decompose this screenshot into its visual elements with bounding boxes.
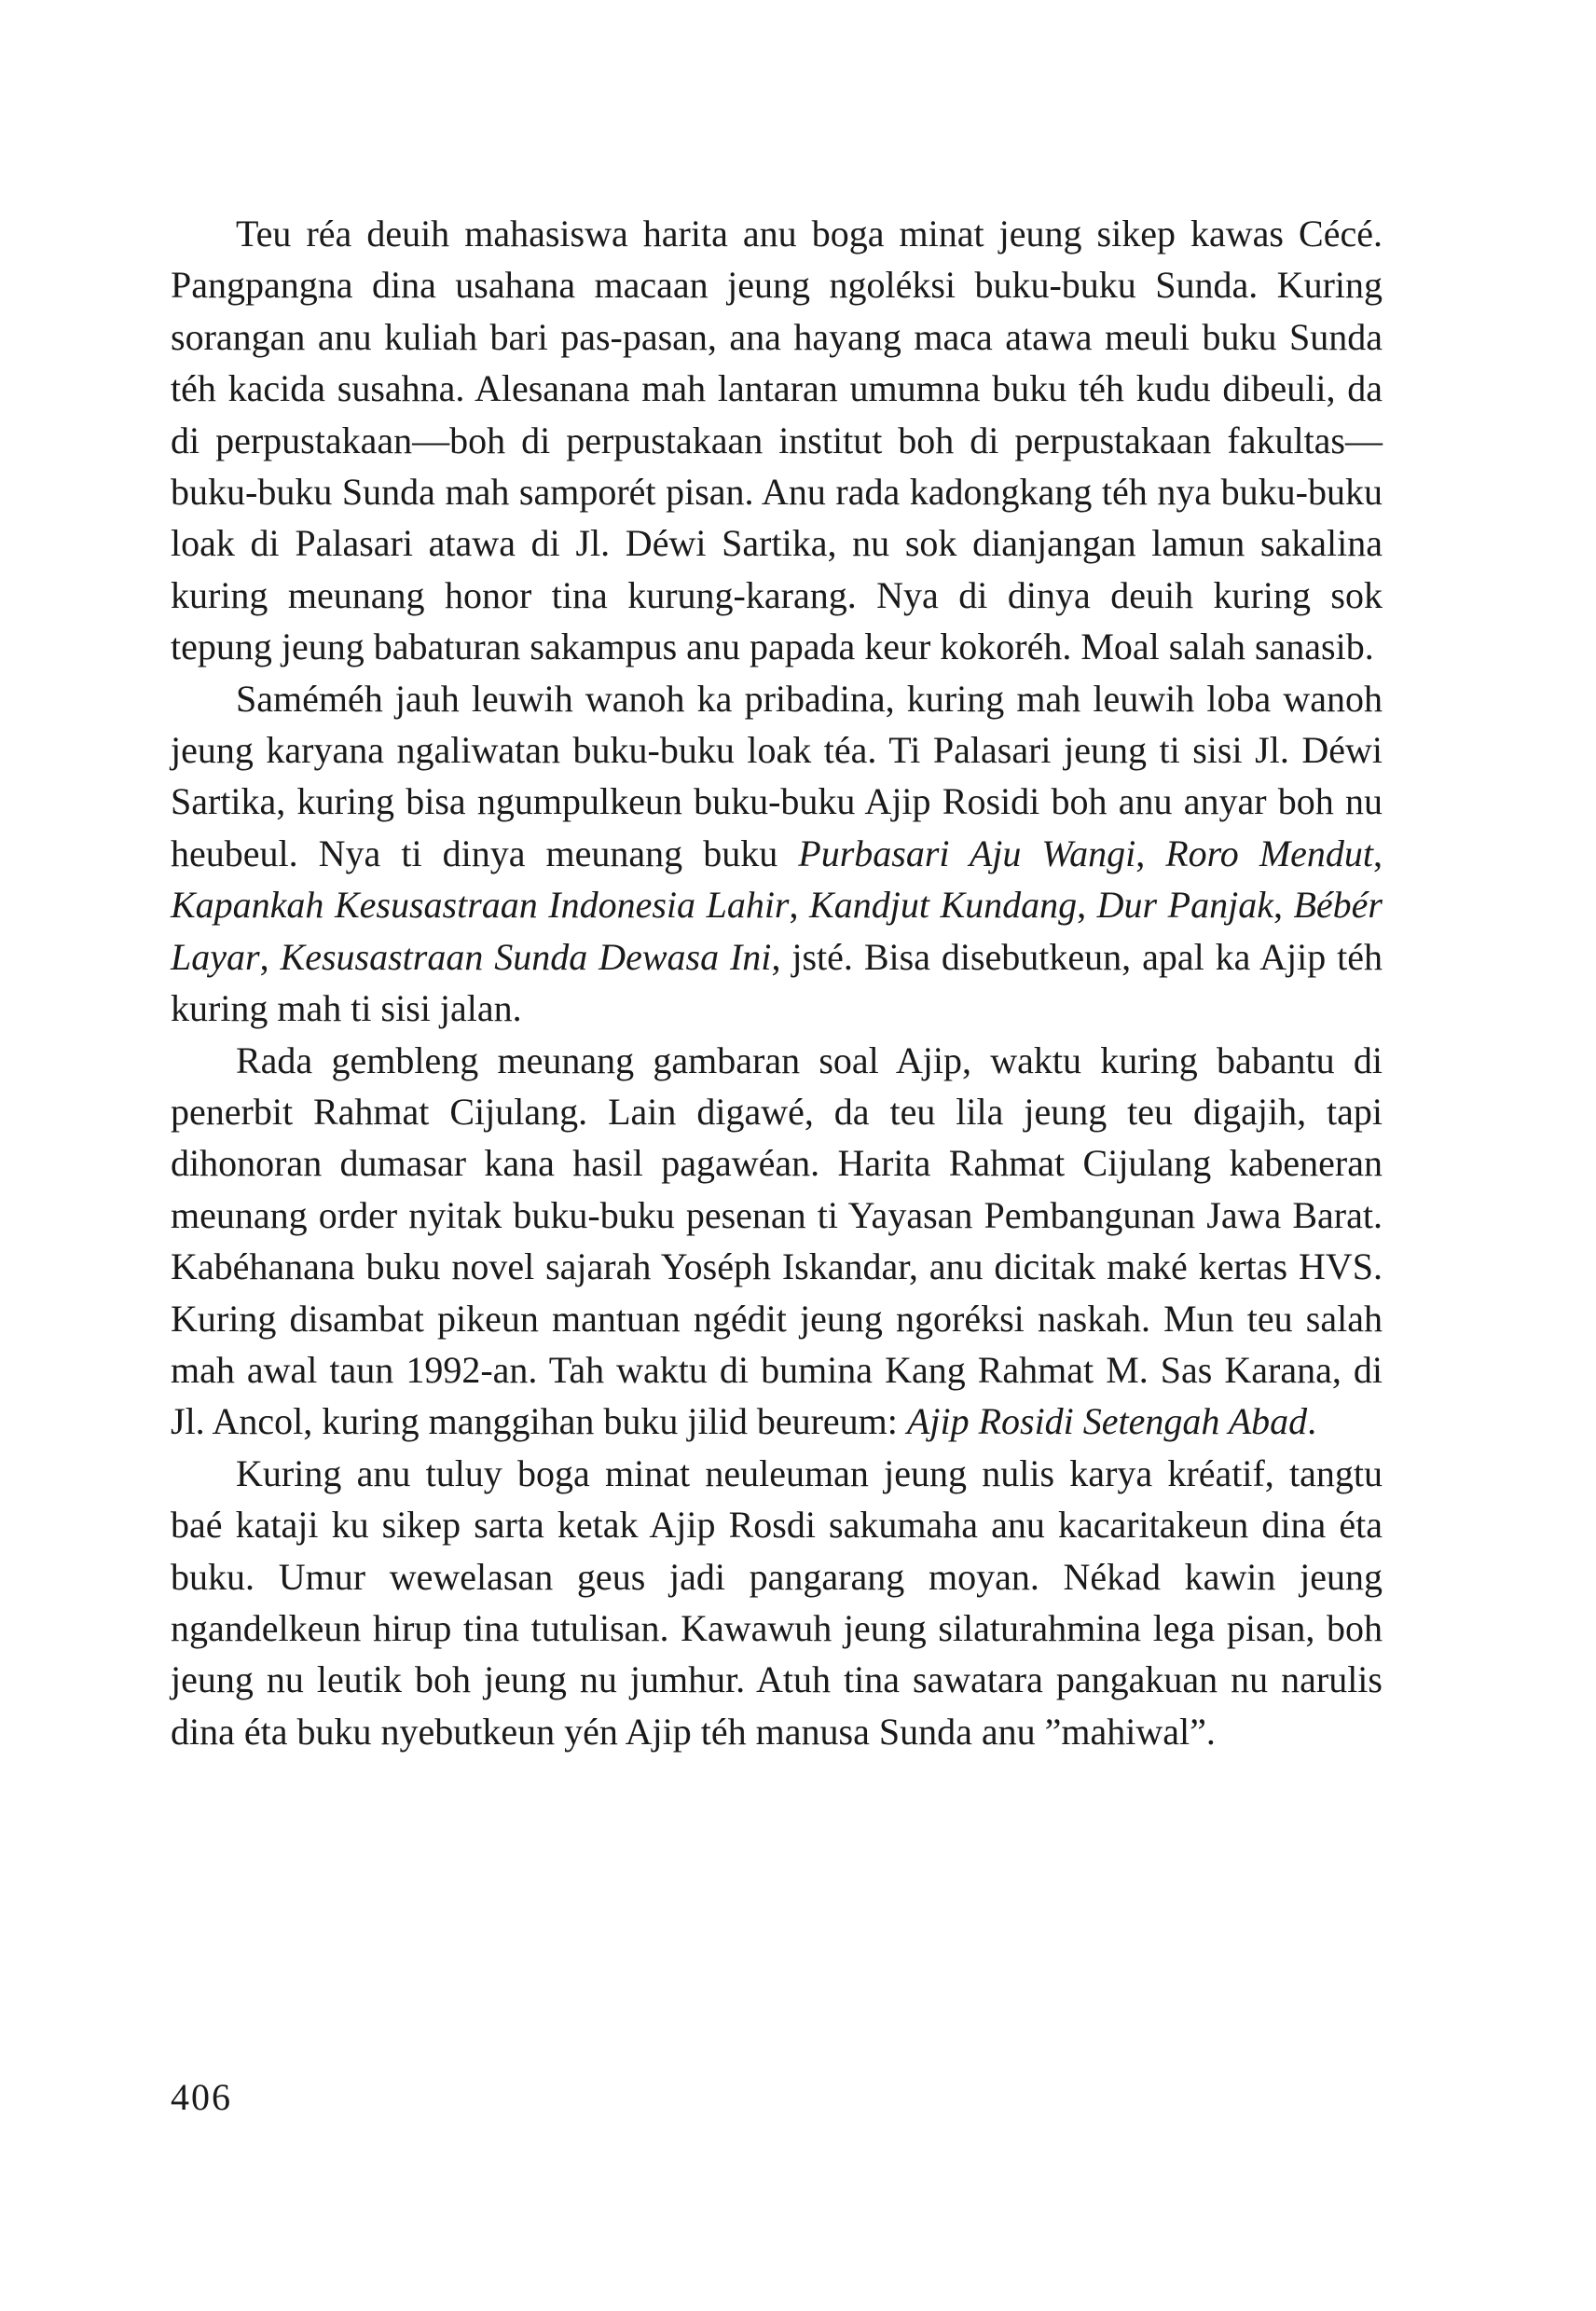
text-run: ,: [1135, 832, 1166, 874]
page-body: [171, 208, 1383, 1757]
text-run: .: [1307, 1400, 1317, 1443]
paragraph-1: [171, 208, 1383, 673]
book-title: Kapankah Kesusastraan Indonesia Lahir: [171, 884, 790, 927]
text-run: , jsté. Bisa disebutkeun, apal ka Ajip téh kuring mah ti sisi jalan.: [171, 935, 1383, 1030]
text-run: Kuring anu tuluy boga minat neuleuman jeung nulis karya kréatif, tangtu baé kataji ku sikep sarta ketak Ajip Rosdi sakumaha anu kacaritakeun dina éta buku. Umur wewelasan geus jadi pangarang moyan. Nékad kawin jeung ngandelkeun hirup tina tutulisan. Kawawuh jeung silaturahmina lega pisan, boh jeung nu leutik boh jeung nu jumhur. Atuh tina sawatara pangakuan nu narulis dina éta buku nyebutkeun yén Ajip téh manusa Sunda anu ”mahiwal”.: [171, 1451, 1383, 1753]
paragraph-3: [171, 1035, 1383, 1448]
text-run: ,: [789, 884, 810, 927]
text-run: Teu réa deuih mahasiswa harita anu boga minat jeung sikep kawas Cécé. Pangpangna dina usahana macaan jeung ngoléksi buku-buku Sunda. Kuring sorangan anu kuliah bari pas-pasan, ana hayang maca atawa meuli buku Sunda téh kacida susahna. Alesanana mah lantaran umumna buku téh kudu dibeuli, da di perpustakaan—boh di perpustakaan institut boh di perpustakaan fakultas—buku-buku Sunda mah samporét pisan. Anu rada kadongkang téh nya buku-buku loak di Palasari atawa di Jl. Déwi Sartika, nu sok dianjangan lamun sakalina kuring meunang honor tina kurung-karang. Nya di dinya deuih kuring sok tepung jeung babaturan sakampus anu papada keur kokoréh. Moal salah sanasib.: [171, 213, 1383, 668]
text-run: Rada gembleng meunang gambaran soal Ajip, waktu kuring babantu di penerbit Rahmat Cijulang. Lain digawé, da teu lila jeung teu digajih, tapi dihonoran dumasar kana hasil pagawéan. Harita Rahmat Cijulang kabeneran meunang order nyitak buku-buku pesenan ti Yayasan Pembangunan Jawa Barat. Kabéhanana buku novel sajarah Yoséph Iskandar, anu dicitak maké kertas HVS. Kuring disambat pikeun mantuan ngédit jeung ngoréksi naskah. Mun teu salah mah awal taun 1992-an. Tah waktu di bumina Kang Rahmat M. Sas Karana, di Jl. Ancol, kuring manggihan buku jilid beureum:: [171, 1039, 1383, 1443]
text-run: ,: [259, 935, 281, 978]
book-title: Kandjut Kundang: [809, 884, 1078, 927]
text-run: Saméméh jauh leuwih wanoh ka pribadina, kuring mah leuwih loba wanoh jeung karyana ngaliwatan buku-buku loak téa. Ti Palasari jeung ti sisi Jl. Déwi Sartika, kuring bisa ngumpulkeun buku-buku Ajip Rosidi boh anu anyar boh nu heubeul. Nya ti dinya meunang buku: [171, 677, 1383, 874]
text-run: ,: [1373, 832, 1383, 874]
paragraph-4: [171, 1448, 1383, 1757]
book-title: Kesusastraan Sunda Dewasa Ini: [280, 935, 772, 978]
book-title: Bébér Layar: [171, 884, 1383, 978]
paragraph-2: [171, 673, 1383, 1035]
book-title: Dur Panjak: [1096, 884, 1273, 927]
page-number: 406: [171, 2076, 232, 2118]
text-run: ,: [1273, 884, 1294, 927]
text-run: ,: [1077, 884, 1097, 927]
book-title: Purbasari Aju Wangi: [798, 832, 1136, 874]
book-title: Roro Mendut: [1165, 832, 1373, 874]
book-title: Ajip Rosidi Setengah Abad: [906, 1400, 1308, 1443]
